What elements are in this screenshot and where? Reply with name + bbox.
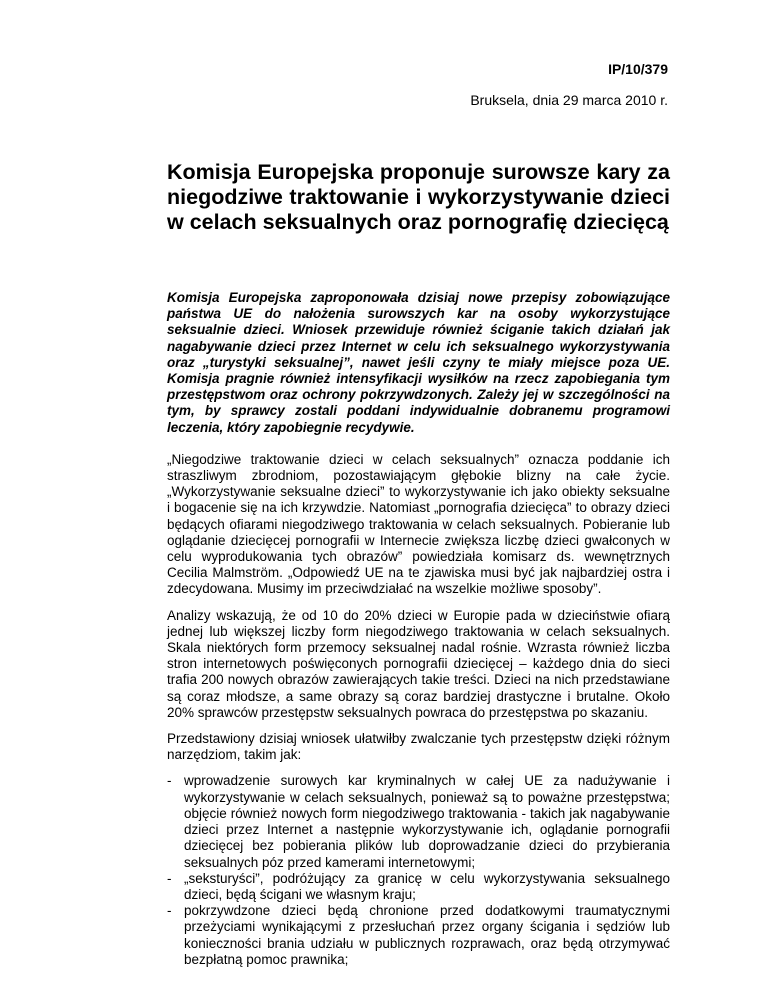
- list-item: - „seksturyści”, podróżujący za granicę w celu wykorzystywania seksualnego dzieci, będą ścigani we własnym kraju;: [167, 871, 670, 903]
- list-item: - wprowadzenie surowych kar kryminalnych w całej UE za nadużywanie i wykorzystywanie w celach seksualnych, ponieważ są to poważne przestępstwa; objęcie również nowych form niegodziwego traktowania - takich jak nagabywanie dzieci przez Internet a następnie wykorzystywanie ich, oglądanie pornografii dziecięcej bez pobierania plików lub doprowadzanie dzieci do przybierania seksualnych póz przed kamerami internetowymi;: [167, 773, 670, 870]
- measures-list: [167, 773, 670, 967]
- body-paragraph: „Niegodziwe traktowanie dzieci w celach seksualnych” oznacza poddanie ich straszliwym zbrodniom, pozostawiającym głębokie blizny na całe życie. „Wykorzystywanie seksualne dzieci” to wykorzystywanie ich jako obiekty seksualne i bogacenie się na ich krzywdzie. Natomiast „pornografia dziecięca” to obrazy dzieci będących ofiarami niegodziwego traktowania w celach seksualnych. Pobieranie lub oglądanie dziecięcej pornografii w Internecie zwiększa liczbę dzieci gwałconych w celu wyprodukowania tych obrazów” powiedziała komisarz ds. wewnętrznych Cecilia Malmström. „Odpowiedź UE na te zjawiska musi być jak najbardziej ostra i zdecydowana. Musimy im przeciwdziałać na wszelkie możliwe sposoby”.: [167, 451, 670, 597]
- lead-paragraph: Komisja Europejska zaproponowała dzisiaj nowe przepisy zobowiązujące państwa UE do nałożenia surowszych kar na osoby wykorzystujące seksualnie dzieci. Wniosek przewiduje również ściganie takich działań jak nagabywanie dzieci przez Internet w celu ich seksualnego wykorzystywania oraz „turystyki seksualnej”, nawet jeśli czyny te miały miejsce poza UE. Komisja pragnie również intensyfikacji wysiłków na rzecz zapobiegania tym przestępstwom oraz ochrony pokrzywdzonych. Zależy jej w szczególności na tym, by sprawcy zostali poddani indywidualnie dobranemu programowi leczenia, który zapobiegnie recydywie.: [167, 290, 670, 435]
- body-paragraph: Analizy wskazują, że od 10 do 20% dzieci w Europie pada w dzieciństwie ofiarą jednej lub większej liczby form niegodziwego traktowania w celach seksualnych. Skala niektórych form przemocy seksualnej nadal rośnie. Wzrasta również liczba stron internetowych poświęconych pornografii dziecięcej – każdego dnia do sieci trafia 200 nowych obrazów zawierających takie treści. Dzieci na nich przedstawiane są coraz młodsze, a same obrazy są coraz bardziej drastyczne i brutalne. Około 20% sprawców przestępstw seksualnych powraca do przestępstwa po skazaniu.: [167, 607, 670, 720]
- body-paragraph: Przedstawiony dzisiaj wniosek ułatwiłby zwalczanie tych przestępstw dzięki różnym narzędziom, takim jak:: [167, 731, 670, 763]
- press-release-reference: IP/10/379: [608, 61, 668, 77]
- dateline: Bruksela, dnia 29 marca 2010 r.: [470, 92, 668, 108]
- document-body: [167, 290, 670, 968]
- list-item: - pokrzywdzone dzieci będą chronione przed dodatkowymi traumatycznymi przeżyciami wynikającymi z przesłuchań przez organy ścigania i sędziów lub konieczności brania udziału w publicznych rozprawach, oraz będą otrzymywać bezpłatną pomoc prawnika;: [167, 903, 670, 968]
- document-title: Komisja Europejska proponuje surowsze kary za niegodziwe traktowanie i wykorzystywanie dzieci w celach seksualnych oraz pornografię dziecięcą: [167, 160, 670, 234]
